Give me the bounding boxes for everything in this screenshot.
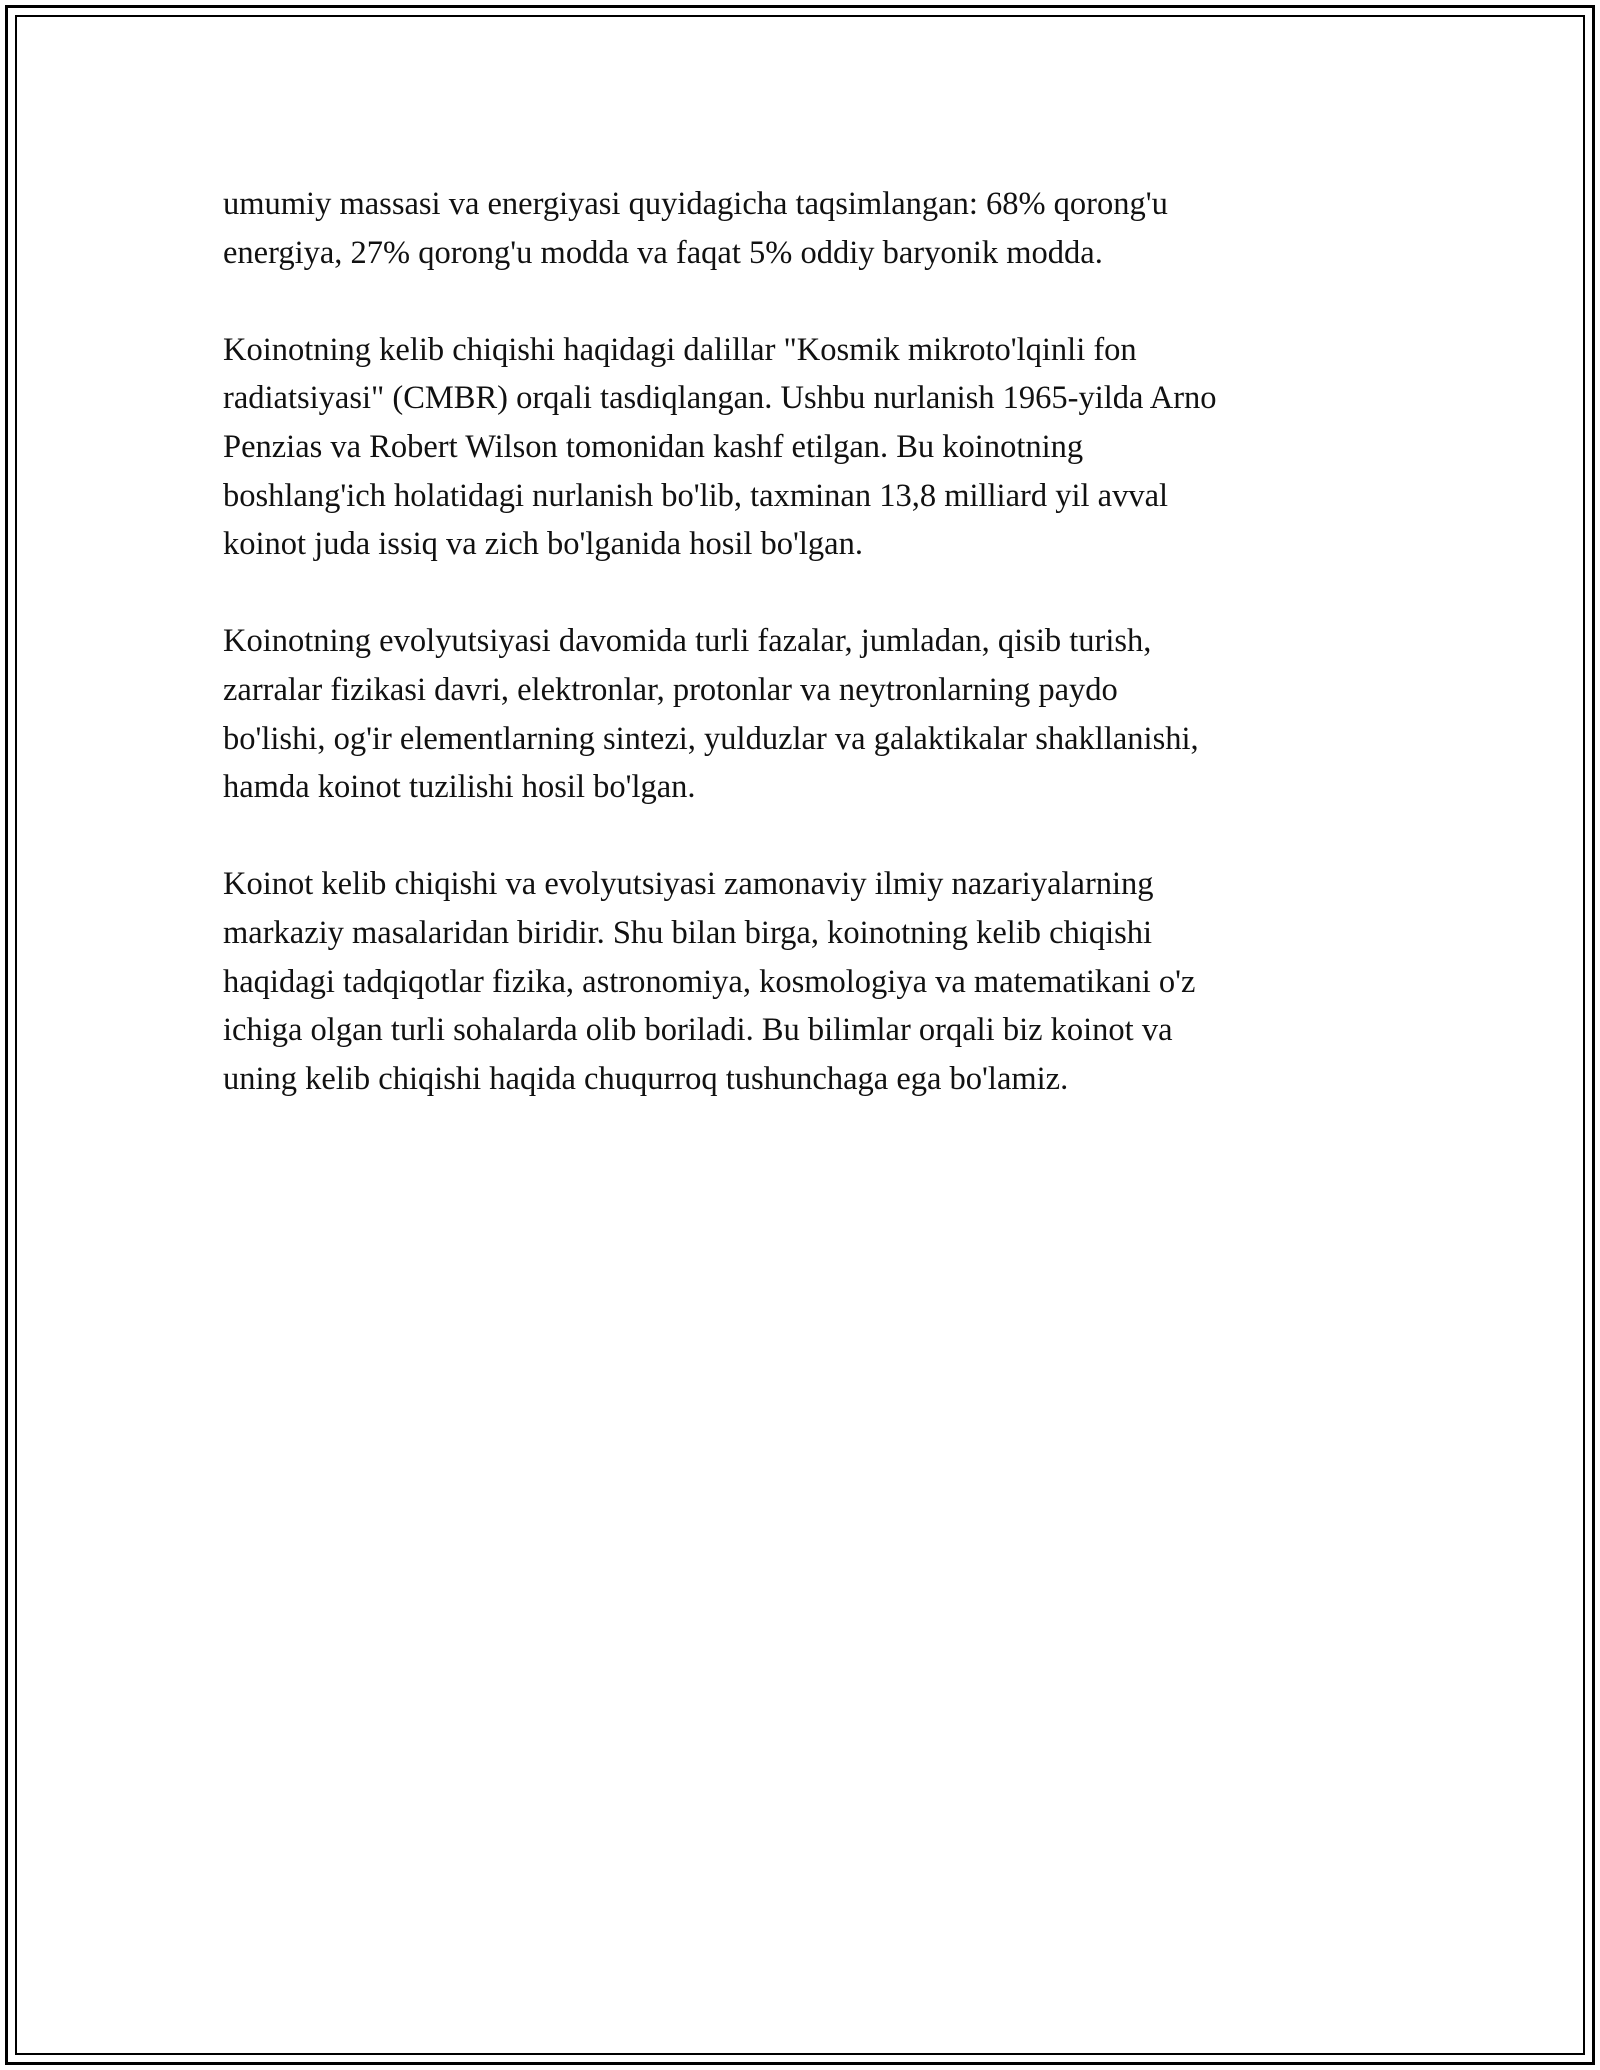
text-line: markaziy masalaridan biridir. Shu bilan birga, koinotning kelib chiqishi — [223, 914, 1153, 951]
text-line: energiya, 27% qorong'u modda va faqat 5% oddiy baryonik modda. — [223, 234, 1103, 271]
text-line: boshlang'ich holatidagi nurlanish bo'lib, taxminan 13,8 milliard yil avval — [223, 477, 1169, 514]
text-line: umumiy massasi va energiyasi quyidagicha taqsimlangan: 68% qorong'u — [223, 186, 1168, 222]
paragraph-2 — [223, 326, 1373, 569]
text-line: haqidagi tadqiqotlar fizika, astronomiya, kosmologiya va matematikani o'z — [223, 963, 1196, 1000]
text-line: Koinotning kelib chiqishi haqidagi dalillar "Kosmik mikroto'lqinli fon — [223, 331, 1137, 368]
text-line: bo'lishi, og'ir elementlarning sintezi, yulduzlar va galaktikalar shakllanishi, — [223, 720, 1199, 757]
paragraph-3 — [223, 617, 1373, 811]
paragraph-4 — [223, 860, 1373, 1103]
text-line: Koinot kelib chiqishi va evolyutsiyasi zamonaviy ilmiy nazariyalarning — [223, 866, 1154, 903]
text-line: hamda koinot tuzilishi hosil bo'lgan. — [223, 769, 696, 806]
document-body — [223, 180, 1373, 1152]
text-line: uning kelib chiqishi haqida chuqurroq tushunchaga ega bo'lamiz. — [223, 1060, 1069, 1097]
text-line: ichiga olgan turli sohalarda olib boriladi. Bu bilimlar orqali biz koinot va — [223, 1012, 1173, 1049]
text-line: zarralar fizikasi davri, elektronlar, protonlar va neytronlarning paydo — [223, 671, 1118, 708]
paragraph-1 — [223, 180, 1373, 277]
text-line: koinot juda issiq va zich bo'lganida hosil bo'lgan. — [223, 526, 863, 563]
text-line: Koinotning evolyutsiyasi davomida turli fazalar, jumladan, qisib turish, — [223, 623, 1152, 660]
text-line: Penzias va Robert Wilson tomonidan kashf etilgan. Bu koinotning — [223, 428, 1084, 465]
text-line: radiatsiyasi" (CMBR) orqali tasdiqlangan. Ushbu nurlanish 1965-yilda Arno — [223, 380, 1217, 417]
